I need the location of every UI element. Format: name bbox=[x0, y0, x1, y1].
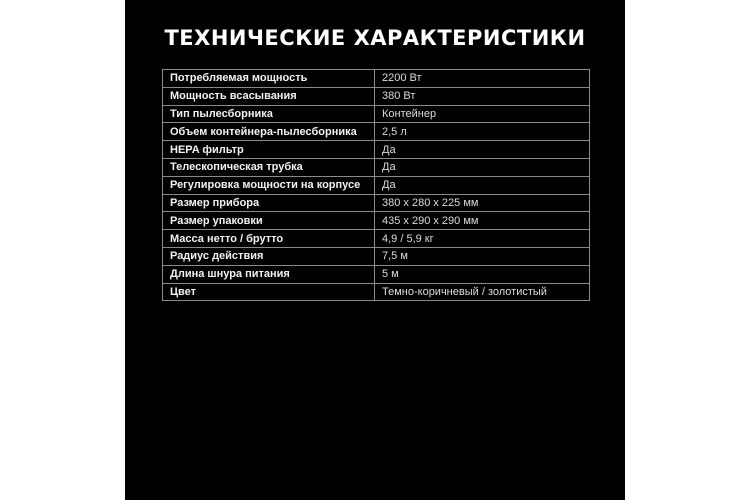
spec-value: Да bbox=[375, 141, 590, 159]
specs-table bbox=[162, 69, 590, 301]
table-row bbox=[163, 176, 590, 194]
specs-panel bbox=[125, 0, 625, 500]
spec-value: 380 x 280 x 225 мм bbox=[375, 194, 590, 212]
spec-name: Длина шнура питания bbox=[163, 265, 375, 283]
spec-name: Потребляемая мощность bbox=[163, 70, 375, 88]
spec-name: Радиус действия bbox=[163, 247, 375, 265]
spec-value: 4,9 / 5,9 кг bbox=[375, 230, 590, 248]
spec-value: Да bbox=[375, 176, 590, 194]
spec-value: 2,5 л bbox=[375, 123, 590, 141]
table-row bbox=[163, 158, 590, 176]
spec-name: Объем контейнера-пылесборника bbox=[163, 123, 375, 141]
table-row bbox=[163, 230, 590, 248]
spec-name: Размер упаковки bbox=[163, 212, 375, 230]
table-row bbox=[163, 141, 590, 159]
spec-name: HEPA фильтр bbox=[163, 141, 375, 159]
spec-value: Темно-коричневый / золотистый bbox=[375, 283, 590, 301]
table-row bbox=[163, 105, 590, 123]
spec-name: Телескопическая трубка bbox=[163, 158, 375, 176]
spec-value: Контейнер bbox=[375, 105, 590, 123]
page-title: ТЕХНИЧЕСКИЕ ХАРАКТЕРИСТИКИ bbox=[164, 26, 586, 50]
spec-value: 2200 Вт bbox=[375, 70, 590, 88]
spec-value: 5 м bbox=[375, 265, 590, 283]
table-row bbox=[163, 283, 590, 301]
spec-name: Регулировка мощности на корпусе bbox=[163, 176, 375, 194]
spec-name: Размер прибора bbox=[163, 194, 375, 212]
table-row bbox=[163, 70, 590, 88]
specs-table-body bbox=[163, 70, 590, 301]
spec-value: 435 x 290 x 290 мм bbox=[375, 212, 590, 230]
table-row bbox=[163, 247, 590, 265]
spec-value: 7,5 м bbox=[375, 247, 590, 265]
table-row bbox=[163, 123, 590, 141]
spec-name: Цвет bbox=[163, 283, 375, 301]
spec-value: Да bbox=[375, 158, 590, 176]
spec-value: 380 Вт bbox=[375, 87, 590, 105]
table-row bbox=[163, 194, 590, 212]
spec-name: Мощность всасывания bbox=[163, 87, 375, 105]
table-row bbox=[163, 265, 590, 283]
table-row bbox=[163, 212, 590, 230]
spec-name: Тип пылесборника bbox=[163, 105, 375, 123]
spec-name: Масса нетто / брутто bbox=[163, 230, 375, 248]
table-row bbox=[163, 87, 590, 105]
